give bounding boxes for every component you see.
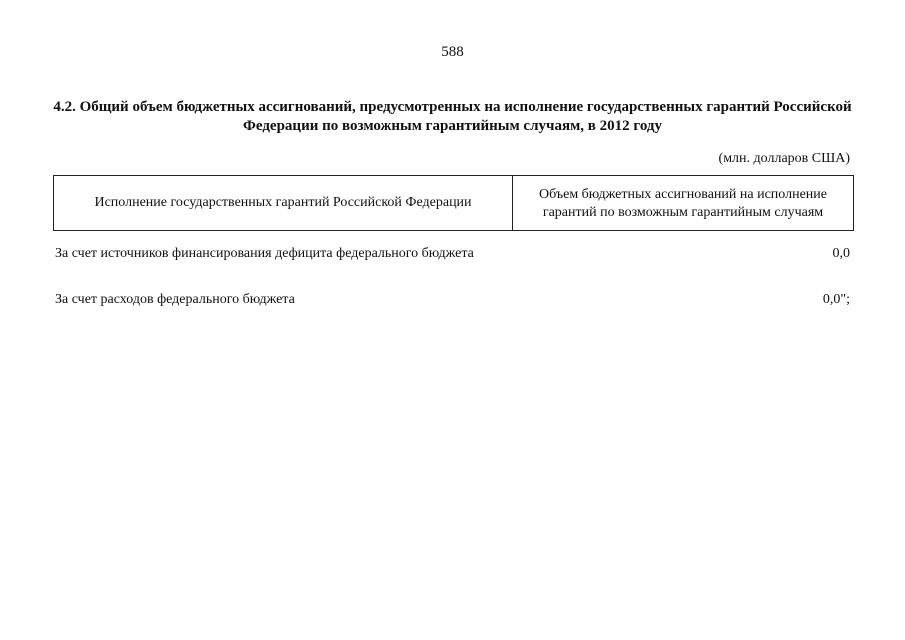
row-label: За счет расходов федерального бюджета	[55, 292, 295, 307]
column-header-guarantees: Исполнение государственных гарантий Российской Федерации	[54, 176, 513, 230]
section-title: 4.2. Общий объем бюджетных ассигнований, предусмотренных на исполнение государственных гарантий Российской Федерации по возможным гарантийным случаям, в 2012 году	[53, 99, 852, 134]
table-row	[55, 245, 850, 263]
units-note: (млн. долларов США)	[718, 151, 850, 166]
table-row	[55, 291, 850, 309]
page-number: 588	[441, 44, 464, 60]
table-header	[53, 175, 854, 231]
row-value: 0,0	[832, 246, 850, 261]
column-header-allocations: Объем бюджетных ассигнований на исполнение гарантий по возможным гарантийным случаям	[538, 187, 827, 220]
row-label: За счет источников финансирования дефицита федерального бюджета	[55, 246, 474, 261]
row-value: 0,0";	[822, 292, 850, 307]
